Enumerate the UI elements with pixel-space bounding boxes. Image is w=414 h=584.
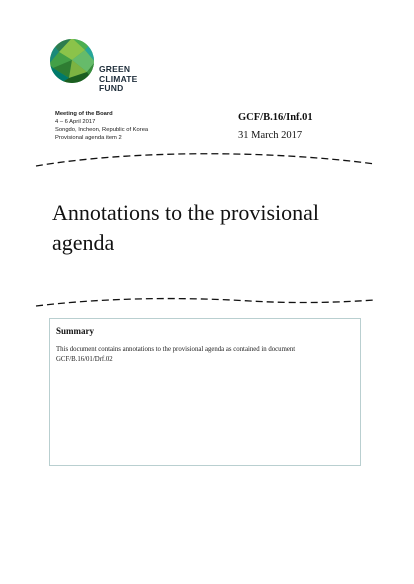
green-globe-logo-icon [49, 38, 95, 84]
document-date: 31 March 2017 [238, 130, 303, 141]
document-title: Annotations to the provisional agenda [52, 200, 320, 255]
meeting-info [55, 110, 148, 142]
document-reference: GCF/B.16/Inf.01 [238, 112, 313, 123]
summary-heading: Summary [56, 326, 94, 336]
logo-line-1: GREEN [99, 64, 131, 74]
meeting-location: Songdo, Incheon, Republic of Korea [55, 127, 149, 133]
gcf-logo [49, 38, 169, 108]
summary-box [49, 318, 361, 466]
top-wave-divider [0, 148, 414, 170]
meeting-agenda-item: Provisional agenda item 2 [55, 135, 122, 141]
logo-line-3: FUND [99, 83, 124, 93]
bottom-wave-divider [0, 292, 414, 314]
meeting-title: Meeting of the Board [55, 111, 113, 117]
logo-line-2: CLIMATE [99, 73, 138, 84]
logo-wordmark [99, 65, 138, 94]
meeting-dates: 4 – 6 April 2017 [55, 119, 96, 125]
summary-body: This document contains annotations to the provisional agenda as contained in document GCF/B.16/01/Drf.02 [56, 346, 296, 363]
